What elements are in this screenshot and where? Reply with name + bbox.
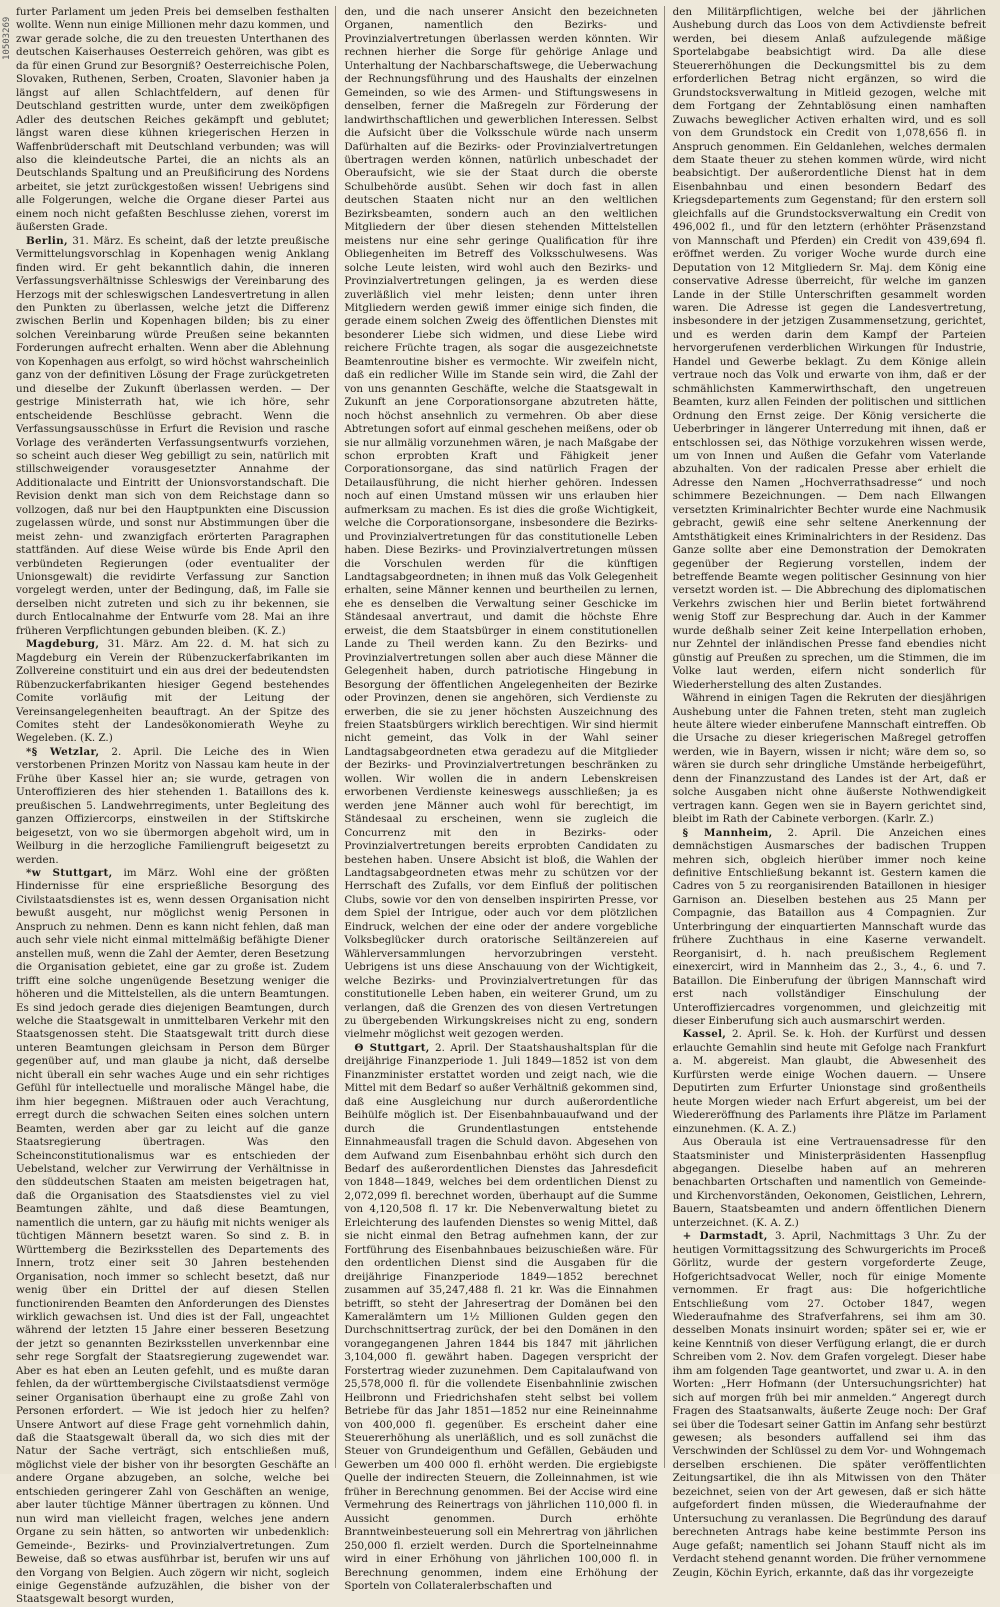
paragraph-text: 2. April. Se. k. Hoh. der Kurfürst und dessen erlauchte Gemahlin sind heute mit Gefolge nach Frankfurt a. M. abgereist. Man glaubt, die Abwesenheit des Kurfürsten werde einige Wochen dauern. — Unsere Deputirten zum Erfurter Unionstage sind großentheils heute Morgen wieder nach Erfurt abgereist, um bei der Wiedereröffnung des Parlaments ihre Plätze im Parlament einzunehmen. (K. A. Z.) xyxy=(672,1028,986,1135)
article-paragraph xyxy=(344,6,657,1042)
dateline-place: Magdeburg, xyxy=(26,638,100,651)
article-paragraph xyxy=(16,6,329,235)
article-paragraph xyxy=(16,746,329,867)
paragraph-text: 31. März. Am 22. d. M. hat sich zu Magdeburg ein Verein der Rübenzuckerfabrikanten im Zollvereine constituirt und ein aus drei der bedeutendsten Rübenzuckerfabrikanten hiesiger Gegend bestehendes Comite vorläufig mit der Leitung der Vereinsangelegenheiten beauftragt. An der Spitze des Comites steht der Landesökonomierath Weyhe zu Wegeleben. (K. Z.) xyxy=(16,638,330,745)
article-paragraph xyxy=(673,6,986,692)
column-3 xyxy=(672,6,986,1579)
dateline-place: Kassel, xyxy=(682,1028,727,1041)
paragraph-text: 2. April. Die Anzeichen eines demnächstigen Ausmarsches der badischen Truppen mehren sich, obgleich hierüber immer noch keine definitive Entschließung bekannt ist. Gestern kamen die Cadres von 5 zu reorganisirenden Bataillonen in hiesiger Garnison an. Dieselben bestehen aus 25 Mann per Compagnie, das Bataillon aus 4 Compagnien. Zur Unterbringung der einquartierten Mannschaft wurde das frühere Zuchthaus in eine Kaserne verwandelt. Reorganisirt, d. h. nach preußischem Reglement einexercirt, wird in Mannheim das 2., 3., 4., 6. und 7. Bataillon. Die Einberufung der übrigen Mannschaft wird erst nach vollständiger Einschulung der Unteroffiziercadres vorgenommen, und gleichzeitig mit dieser Einberufung sich auch ausmarschirt werden. xyxy=(672,826,986,1027)
dateline-place: Θ Stuttgart, xyxy=(354,1041,430,1054)
columns xyxy=(16,6,986,1606)
dateline-place: + Darmstadt, xyxy=(682,1230,768,1243)
article-paragraph xyxy=(16,867,329,1607)
paragraph-text: Während in einigen Tagen die Rekruten der diesjährigen Aushebung unter die Fahnen treten, steht man zugleich heute ältere wieder einberufene Mannschaft eintreffen. Ob die Ursache zu dieser kriegerischen Maßregel getroffen werden, wie in Bayern, wissen ir nicht; wäre dem so, so wären sie durch sehr dringliche Umstände herbeigeführt, denn der Finanzzustand des Landes ist der Art, daß er solche Ausgaben nicht ohne äußerste Nothwendigkeit vertragen kann. Gegen wen sie in Bayern gerichtet sind, bleibt im Rath der Cabinete verborgen. (Karlr. Z.) xyxy=(672,692,986,826)
paragraph-text: furter Parlament um jeden Preis bei demselben festhalten wollte. Wenn nun einige Millionen mehr dazu kommen, und zwar gerade solche, die zu den treuesten Unterthanen des deutschen Kaiserhauses Oesterreich gehören, was gibt es da für einen Grund zur Besorgniß? Oesterreichische Polen, Slovaken, Ruthenen, Serben, Croaten, Slavonier haben ja längst auf allen Schlachtfeldern, auf denen für Deutschland gestritten wurde, unter dem zweiköpfigen Adler des deutschen Reiches gekämpft und geblutet; längst waren diese kühnen kriegerischen Herzen in Waffenbrüderschaft mit Deutschland verbunden; was will also die kleindeutsche Partei, die an nichts als an Deutschlands Spaltung und an Preußificirung des Nordens arbeitet, sie jetzt zurückgestoßen wissen! Uebrigens sind alle Folgerungen, welche die Organe dieser Partei aus einem noch nicht gefaßten Beschlusse ziehen, vorerst im äußersten Grade. xyxy=(16,6,330,234)
paragraph-text: den Militärpflichtigen, welche bei der jährlichen Aushebung durch das Loos von dem Activdienste befreit werden, bei diesem Anlaß aufzulegende mäßige Sportelabgabe beabsichtigt wird. Da alle diese Steuererhöhungen die Deckungsmittel bis zu dem erforderlichen Betrag nicht ergänzen, so wird die Grundstocksverwaltung in Mitleid gezogen, welche mit dem Fortgang der Zehntablösung einen namhaften Zuwachs beweglicher Activen erhalten wird, und es soll von dem Grundstock ein Credit von 1,078,656 fl. in Anspruch genommen. Ein Geldanlehen, welches dermalen dem Staate theuer zu stehen kommen würde, wird nicht beabsichtigt. Der außerordentliche Dienst hat in dem Eisenbahnbau und einen besondern Bedarf des Kriegsdepartements zum Gegenstand; für den erstern soll gleichfalls auf die Grundstocksverwaltung ein Credit von 496,002 fl., und für den letztern (erhöhter Präsenzstand von Mannschaft und Pferden) ein Credit von 439,694 fl. eröffnet werden. Zu voriger Woche wurde durch eine Deputation von 12 Mitgliedern Sr. Maj. dem König eine conservative Adresse überreicht, für welche im ganzen Lande in der Stille Unterschriften gesammelt worden waren. Die Adresse ist gegen die Landesvertretung, insbesondere in der jetzigen Zusammensetzung, gerichtet, und es werden darin dem Kampf der Parteien hervorgerufenen verderblichen Wirkungen für Industrie, Handel und Gewerbe beklagt. Zu dem Könige allein vertraue noch das Volk und erwarte von ihm, daß er der schmählichsten Kammerwirthschaft, den ungetreuen Beamten, kurz allen Feinden der politischen und sittlichen Ordnung den Ernst zeige. Der König versicherte die Ueberbringer in längerer Unterredung mit ihnen, daß er entschlossen sei, das Nöthige vorzukehren wissen werde, um von Innen und Außen die Gefahr vom Vaterlande abzuhalten. Von der radicalen Presse aber erhielt die Adresse den Namen „Hochverrathsadresse“ und noch schimmere Bezeichnungen. — Dem nach Ellwangen versetzten Kriminalrichter Bechter wurde eine Nachmusik gebracht, gewiß eine sehr seltene Anerkennung der Amtsthätigkeit eines Kriminalrichters in der Residenz. Das Ganze sollte aber eine Demonstration der Demokraten gegenüber der Regierung vorstellen, indem der betreffende Beamte wegen politischer Gesinnung von hier versetzt worden ist. — Die Abbrechung des diplomatischen Verkehrs zwischen hier und Berlin bietet fortwährend wenig Stoff zur Besprechung dar. Auch in der Kammer wurde deßhalb seiner Zeit keine Interpellation erhoben, nur Zehntel der inländischen Presse fand ebendies nicht günstig auf Preußen zu sprechen, um die Stimmen, die im Volke laut werden, eifern nicht sonderlich für Wiederherstellung des alten Zustandes. xyxy=(672,6,986,691)
paragraph-text: 3. April, Nachmittags 3 Uhr. Zu der heutigen Vormittagssitzung des Schwurgerichts im Proceß Görlitz, wurde der gestern vorgeforderte Zeuge, Hofgerichtsadvocat Weller, noch für einige Momente vernommen. Er fragt aus: Die hofgerichtliche Entschließung vom 27. October 1847, wegen Wiederaufnahme des Strafverfahrens, sei ihm am 30. desselben Monats insinuirt worden; später sei er, wie er keine Kenntniß von dieser Verfügung erlangt, die er durch Schreiben vom 2. Nov. dem Grafen vorgelegt. Dieser habe ihm am folgenden Tage geantwortet, und zwar u. A. in den Worten: „Herr Hofmann (der Untersuchungsrichter) hat sich auf morgen früh bei mir anmelden.“ Angeregt durch Fragen des Staatsanwalts, äußerte Zeuge noch: Der Graf sei über die Todesart seiner Gattin im Anfang sehr bestürzt gewesen; als besonders auffallend sei ihm das Verschwinden der Schlüssel zu dem Vor- und Wohngemach derselben erschienen. Die später veröffentlichten Zeitungsartikel, die ihn als Mitwissen von den Thäter bezeichnet, seien von der Art gewesen, daß er sich hätte aufgefordert finden müssen, die Wiederaufnahme der Untersuchung zu veranlassen. Die Begründung des darauf berechneten Antrags habe keine bestimmte Person ins Auge gefaßt; namentlich sei Johann Stauff nicht als im Verdacht stehend genannt worden. Die früher vernommene Zeugin, Köchin Eyrich, erkannte, daß das ihr vorgezeigte xyxy=(672,1230,986,1579)
archive-id: 10503269 xyxy=(2,16,12,60)
dateline-place: Berlin, xyxy=(26,234,68,247)
dateline-place: *w Stuttgart, xyxy=(26,867,113,879)
article-paragraph xyxy=(344,1042,657,1594)
paragraph-text: im März. Wohl eine der größten Hindernisse für eine ersprießliche Besorgung des Civilstaatsdienstes ist es, wenn dessen Organisation nicht bewußt ausgeht, nur möglichst wenig Personen in Anspruch zu nehmen. Denn es kann nicht fehlen, daß man auch sehr viele nicht einmal mittelmäßig befähigte Diener anstellen muß, wenn die Zahl der Aemter, deren Besetzung die Organisation gebietet, eine gar zu große ist. Zudem trifft eine solche ungenügende Besetzung weniger die höheren und die Mittelstellen, als die untern Beamtungen. Es sind jedoch gerade dies diejenigen Beamtungen, durch welche die Staatsgewalt in unmittelbaren Verkehr mit den Staatsgenossen steht. Die Staatsgewalt tritt durch diese unteren Beamtungen gleichsam in Person dem Bürger gegenüber auf, und man glaube ja nicht, daß derselbe nicht überall ein sehr waches Auge und ein sehr richtiges Gefühl für intellectuelle und moralische Mängel habe, die ihm hier begegnen. Mißtrauen oder auch Verachtung, erregt durch die schwachen Seiten eines solchen untern Beamten, werden aber gar zu leicht auf die ganze Staatsregierung übertragen. Was den Scheinconstitutionalismus war es entschieden der Uebelstand, welcher zur Verwirrung der Verhältnisse in den süddeutschen Staaten am meisten beigetragen hat, daß die Organisation des Staatsdienstes viel zu viel Beamtungen zählte, und daß diese Beamtungen, namentlich die untern, gar zu häufig mit nichts weniger als tüchtigen Männern besetzt waren. So sind z. B. in Württemberg die Bezirksstellen des Departements des Innern, trotz einer seit 30 Jahren bestehenden Organisation, noch immer so schlecht besetzt, daß nur wenig über ein Drittel der auf diesen Stellen functionirenden Beamten den Anforderungen des Dienstes wirklich gewachsen ist. Und dies ist der Fall, ungeachtet während der letzten 15 Jahre einer besseren Besetzung der jetzt so genannten Bezirksstellen unverkennbar eine sehr rege Sorgfalt der Staatsregierung zugewendet war. Aber es hat eben an Leuten gefehlt, und es mußte daran fehlen, da der württembergische Civilstaatsdienst vermöge seiner Organisation überhaupt eine zu große Zahl von Personen erfordert. — Wie ist jedoch hier zu helfen? Unsere Antwort auf diese Frage geht vornehmlich dahin, daß die Staatsgewalt überall da, wo sich dies mit der Natur der Sache verträgt, sich entschließen muß, möglichst viele der bisher von ihr besorgten Geschäfte an andere Organe abzugeben, an solche, welche bei entschieden geringerer Zahl von Geschäften an wenige, aber lauter tüchtige Männer übertragen zu können. Und nun wird man vielleicht fragen, welches jene andern Organe zu sein hätten, so antworten wir unbedenklich: Gemeinde-, Bezirks- und Provinzialvertretungen. Zum Beweise, daß so etwas ausführbar ist, berufen wir uns auf den Vorgang von Belgien. Auch zögern wir nicht, sogleich einige Gegenstände aufzuzählen, die bisher von der Staatsgewalt besorgt wurden, xyxy=(16,867,330,1606)
article-paragraph xyxy=(673,1230,986,1580)
dateline-place: § Mannheim, xyxy=(682,826,773,839)
article-paragraph xyxy=(673,692,986,827)
paragraph-text: Aus Oberaula ist eine Vertrauensadresse für den Staatsminister und Ministerpräsidenten Hassenpflug abgegangen. Dieselbe haben auf an mehreren benachbarten Ortschaften und namentlich von Gemeinde- und Kirchenvorständen, Oekonomen, Geistlichen, Lehrern, Bauern, Staatsbeamten und andern öffentlichen Dienern unterzeichnet. (K. A. Z.) xyxy=(672,1136,986,1229)
paragraph-text: den, und die nach unserer Ansicht den bezeichneten Organen, namentlich den Bezirks- und Provinzialvertretungen überlassen werden könnten. Wir rechnen hierher die Sorge für gehörige Anlage und Unterhaltung der Nachbarschaftswege, die Ueberwachung der Rechnungsführung und des Haushalts der einzelnen Gemeinden, so wie des Armen- und Stiftungswesens in denselben, ferner die Maßregeln zur Förderung der landwirthschaftlichen und gewerblichen Interessen. Selbst die Aufsicht über die Volksschule würde nach unserm Dafürhalten auf die Bezirks- oder Provinzialvertretungen übertragen werden können, natürlich unbeschadet der Oberaufsicht, wie sie der Staat durch die oberste Schulbehörde ausübt. Sehen wir doch fast in allen deutschen Staaten nicht nur an den weltlichen Bezirksbeamten, sondern auch an den weltlichen Mitgliedern der über diesen stehenden Mittelstellen meistens nur eine sehr geringe Qualification für ihre Obliegenheiten im Betreff des Volksschulwesens. Was solche Leute leisten, wird wohl auch den Bezirks- und Provinzialvertretungen gelingen, ja es werden diese zuverläßlich viel mehr leisten; denn unter ihren Mitgliedern werden gewiß immer einige sich finden, die gerade einem solchen Zweig des öffentlichen Dienstes mit besonderer Liebe sich widmen, und diese Liebe wird reichere Früchte tragen, als sogar die ausgezeichnetste Beamtenroutine bisher es vermochte. Wir zweifeln nicht, daß ein redlicher Wille im Stande sein wird, die Zahl der von uns genannten Geschäfte, welche die Staatsgewalt in Zukunft an jene Corporationsorgane abzutreten hätte, noch höchst ansehnlich zu vermehren. Ob aber diese Abtretungen sofort auf einmal geschehen meißens, oder ob sie nur allmälig vorzunehmen wären, je nach Maßgabe der schon erprobten Kraft und Fähigkeit jener Corporationsorgane, das sind natürlich Fragen der Detailausführung, die nicht hierher gehören. Indessen noch auf einen Umstand müssen wir uns erlauben hier aufmerksam zu machen. Es ist dies die große Wichtigkeit, welche die Corporationsorgane, insbesondere die Bezirks- und Provinzialvertretungen für das constitutionelle Leben haben. Diese Bezirks- und Provinzialvertretungen müssen die Vorschulen werden für die künftigen Landtagsabgeordneten; in ihnen muß das Volk Gelegenheit erhalten, seine Männer kennen und beurtheilen zu lernen, ehe es denselben die Verwaltung seiner Geschicke im Ständesaal anvertraut, und damit die höchste Ehre erweist, die dem Staatsbürger in einem constitutionellen Lande zu Theil werden kann. Zu den Bezirks- und Provinzialvertretungen sollen aber auch diese Männer die Gelegenheit haben, durch patriotische Hingebung in Besorgung der öffentlichen Angelegenheiten der Bezirke oder Provinzen, denen sie angehören, sich Verdienste zu erwerben, die sie zu jener höchsten Auszeichnung des freien Staatsbürgers wirklich berechtigen. Wir sind hiermit nicht gemeint, das Volk in der Wahl seiner Landtagsabgeordneten etwa geradezu auf die Mitglieder der Bezirks- und Provinzialvertretungen beschränken zu wollen. Wir wollen die in andern Lebenskreisen erworbenen Verdienste keineswegs ausschließen; ja es werden jene Männer auch wohl für berechtigt, im Ständesaal zu erscheinen, wenn sie zugleich die Concurrenz mit den in Bezirks- oder Provinzialvertretungen bereits erprobten Candidaten zu bestehen haben. Unsere Absicht ist bloß, die Wahlen der Landtagsabgeordneten etwas mehr zu schützen vor der Herrschaft des Zufalls, vor dem Einfluß der politischen Clubs, sowie vor den von denselben inspirirten Presse, vor dem Spiel der Intrigue, oder auch vor dem plötzlichen Eindruck, welchen der eine oder der andere vorgebliche Volksbeglücker durch oratorische Seiltänzereien auf Wählerversammlungen hervorzubringen versteht. Uebrigens ist uns diese Anschauung von der Wichtigkeit, welche Bezirks- und Provinzialvertretungen für das constitutionelle Leben haben, ein weiterer Grund, um zu verlangen, daß die Grenzen des von diesen Vertretungen zu übergebenden Wirkungskreises nicht zu eng, sondern vielmehr möglichst weit gezogen werden. xyxy=(344,6,658,1041)
paragraph-text: 2. April. Die Leiche des in Wien verstorbenen Prinzen Moritz von Nassau kam heute in der Frühe über Kassel hier an; sie wurde, getragen von Unteroffizieren des hier stehenden 1. Bataillons des k. preußischen 5. Landwehrregiments, unter Begleitung des ganzen Offiziercorps, einstweilen in der Stiftskirche beigesetzt, von wo sie übermorgen abgeholt wird, um in Weilburg in die herzogliche Familiengruft beigesetzt zu werden. xyxy=(16,745,330,866)
paragraph-text: 31. März. Es scheint, daß der letzte preußische Vermittelungsvorschlag in Kopenhagen wenig Anklang finden wird. Er geht bekanntlich dahin, die inneren Verfassungsverhältnisse Schleswigs der Vereinbarung des Herzogs mit der schleswigschen Landesvertretung in allen den Punkten zu überlassen, welche jetzt die Differenz zwischen Berlin und Kopenhagen bilden; bis zu einer solchen Vereinbarung würde Preußen seine bekannten Forderungen aufrecht erhalten. Wenn aber die Ablehnung von Kopenhagen aus erfolgt, so wird höchst wahrscheinlich ganz von der definitiven Lösung der Frage zurückgetreten und dieselbe der Zukunft überlassen werden. — Der gestrige Ministerrath hat, wie ich höre, sehr entscheidende Beschlüsse gebracht. Wenn die Verfassungsausschüsse in Erfurt die Revision und rasche Vorlage des veränderten Verfassungsentwurfs vorziehen, so scheint auch dieser Weg gebilligt zu sein, natürlich mit stillschweigender vorausgesetzter Annahme der Additionalacte und Eintritt der Unionsvorstandschaft. Die Revision denkt man sich von dem Reichstage dann so vollzogen, daß nur bei den Hauptpunkten eine Discussion zugelassen würde, und sonst nur Abstimmungen über die meist zehn- und zwanzigfach erörterten Paragraphen stattfänden. Auf diese Weise würde bis Ende April den verbündeten Regierungen (oder eventualiter der Unionsgewalt) die revidirte Verfassung zur Sanction vorgelegt werden, unter der Bedingung, daß, im Falle sie derselben nicht zutreten und sich zu ihr bekennen, sie durch Entlocalnahme der Entwurfe vom 28. Mai an ihre früheren Verpflichtungen gebunden bleiben. (K. Z.) xyxy=(16,234,330,637)
article-paragraph xyxy=(16,638,329,746)
article-paragraph xyxy=(673,1028,986,1136)
column-2 xyxy=(344,6,664,1593)
article-paragraph xyxy=(673,827,986,1029)
column-1 xyxy=(16,6,336,1606)
article-paragraph xyxy=(16,235,329,639)
paragraph-text: 2. April. Der Staatshaushaltsplan für die dreijährige Finanzperiode 1. Juli 1849—1852 ist von dem Finanzminister erstattet worden und zeigt nach, wie die Mittel mit dem Bedarf so außer Verhältniß gekommen sind, daß eine Ausgleichung nur durch außerordentliche Beihülfe möglich ist. Der Eisenbahnbauaufwand und der durch die Grundentlastungen entstehende Einnahmeausfall tragen die Schuld davon. Abgesehen von dem Aufwand zum Eisenbahnbau erhöht sich durch den Bedarf des außerordentlichen Dienstes das Jahresdeficit von 1848—1849, welches bei dem ordentlichen Dienst zu 2,072,099 fl. berechnet worden, überhaupt auf die Summe von 4,120,508 fl. 17 kr. Die Nebenverwaltung bietet zu Erleichterung des laufenden Dienstes so wenig Mittel, daß sie nicht einmal den Betrag aufnehmen kann, der zur Fortführung des Eisenbahnbaues beizuschießen wäre. Für den ordentlichen Dienst sind die Ausgaben für die dreijährige Finanzperiode 1849—1852 berechnet zusammen auf 35,247,488 fl. 21 kr. Was die Einnahmen betrifft, so steht der Jahresertrag der Domänen bei den Kameralämtern um 1½ Millionen Gulden gegen den Durchschnittsertrag zurück, der bei den Domänen in den vorangegangenen Jahren 1844 bis 1847 mit jährlichen 3,104,000 fl. gewährt haben. Dagegen verspricht der Forstertrag wieder zuzunehmen. Dem Capitalaufwand von 25,578,000 fl. für die vollendete Eisenbahnlinie zwischen Heilbronn und Friedrichshafen steht selbst bei vollem Betriebe für das Jahr 1851—1852 nur eine Reineinnahme von 400,000 fl. gegenüber. Es erscheint daher eine Steuererhöhung als unerläßlich, und es soll zunächst die Steuer von Grundeigenthum und Gefällen, Gebäuden und Gewerben um 400 000 fl. erhöht werden. Die ergiebigste Quelle der indirecten Steuern, die Zolleinnahmen, ist wie früher in Berechnung genommen. Bei der Accise wird eine Vermehrung des Reinertrags von jährlichen 110,000 fl. in Aussicht genommen. Durch erhöhte Branntweinbesteuerung soll ein Mehrertrag von jährlichen 250,000 fl. erzielt werden. Durch die Sportelneinnahme wird in einer Erhöhung von jährlichen 100,000 fl. in Berechnung genommen, indem eine Erhöhung der Sporteln von Collateralerbschaften und xyxy=(344,1041,658,1593)
article-paragraph xyxy=(673,1136,986,1230)
dateline-place: *§ Wetzlar, xyxy=(26,745,100,758)
